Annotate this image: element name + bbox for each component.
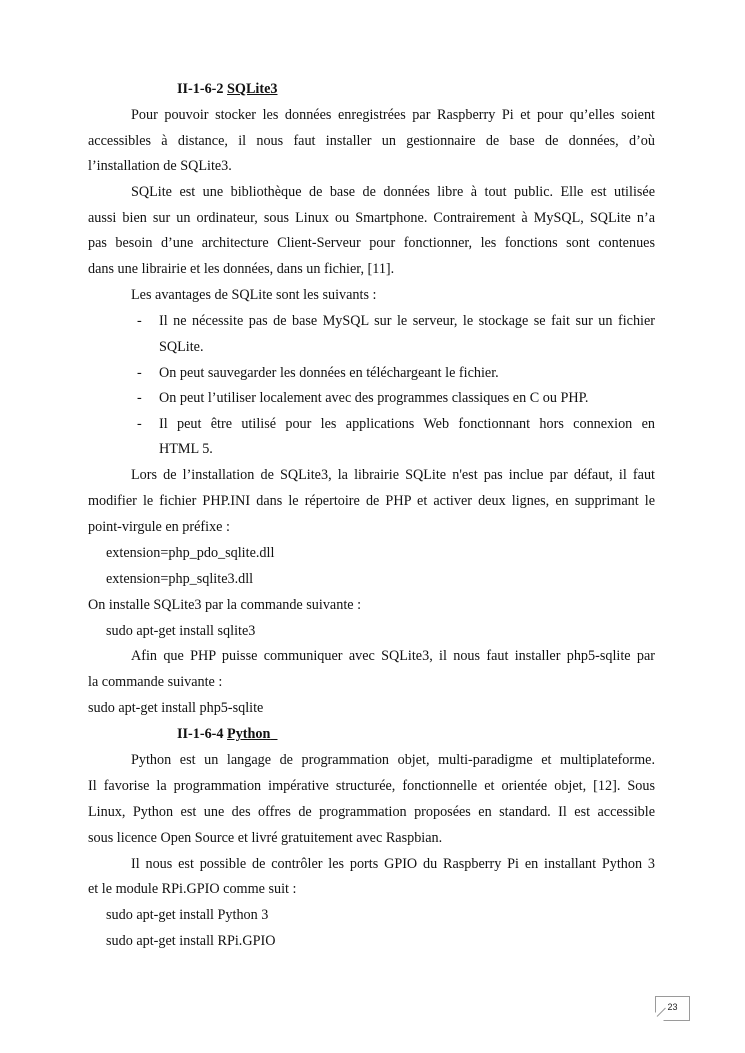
paragraph-line: et le module RPi.GPIO comme suit : [88,881,297,897]
paragraph-line: Lors de l’installation de SQLite3, la librairie SQLite n'est pas inclue par défaut, il faut [131,467,655,483]
paragraph-line: Python est un langage de programmation objet, multi-paradigme et multiplateforme. [131,752,655,768]
list-bullet: - [137,390,142,406]
paragraph-line: modifier le fichier PHP.INI dans le répertoire de PHP et activer deux lignes, en supprimant le [88,493,655,509]
paragraph-line: Linux, Python est une des offres de programmation proposées en standard. Il est accessible [88,804,655,820]
paragraph-line: Il nous est possible de contrôler les ports GPIO du Raspberry Pi en installant Python 3 [131,856,655,872]
list-item-line: Il ne nécessite pas de base MySQL sur le serveur, le stockage se fait sur un fichier [159,313,655,329]
command-line: sudo apt-get install Python 3 [106,907,269,923]
page-number-box [655,996,690,1021]
paragraph-line: SQLite est une bibliothèque de base de données libre à tout public. Elle est utilisée [131,184,655,200]
section-title: Python [227,726,271,742]
list-item-line: On peut l’utiliser localement avec des programmes classiques en C ou PHP. [159,390,589,406]
section-number: II-1-6-4 [177,726,224,742]
paragraph-line: sous licence Open Source et livré gratuitement avec Raspbian. [88,830,443,846]
section-number: II-1-6-2 [177,81,224,97]
command-intro: On installe SQLite3 par la commande suivante : [88,597,362,613]
paragraph-line: pas besoin d’une architecture Client-Serveur pour fonctionner, les fonctions sont contenues [88,235,655,251]
advantages-intro: Les avantages de SQLite sont les suivants : [131,287,377,303]
section-heading-python [177,725,278,743]
paragraph-line: Afin que PHP puisse communiquer avec SQLite3, il nous faut installer php5-sqlite par [131,648,655,664]
list-bullet: - [137,365,142,381]
config-line: extension=php_pdo_sqlite.dll [106,545,275,561]
command-line: sudo apt-get install php5-sqlite [88,700,264,716]
paragraph-line: la commande suivante : [88,674,223,690]
list-bullet: - [137,416,142,432]
list-item-line: Il peut être utilisé pour les applications Web fonctionnant hors connexion en [159,416,655,432]
command-line: sudo apt-get install RPi.GPIO [106,933,276,949]
section-title: SQLite3 [227,81,278,97]
list-item-line: HTML 5. [159,441,213,457]
list-item-line: SQLite. [159,339,204,355]
list-bullet: - [137,313,142,329]
section-heading-sqlite [177,80,278,98]
paragraph-line: dans une librairie et les données, dans un fichier, [11]. [88,261,395,277]
paragraph-line: l’installation de SQLite3. [88,158,232,174]
config-line: extension=php_sqlite3.dll [106,571,254,587]
paragraph-line: Il favorise la programmation impérative structurée, fonctionnelle et orientée objet, [12]. Sous [88,778,655,794]
paragraph-line: aussi bien sur un ordinateur, sous Linux ou Smartphone. Contrairement à MySQL, SQLite n’a [88,210,655,226]
page-number: 23 [667,1002,678,1012]
paragraph-line: Pour pouvoir stocker les données enregistrées par Raspberry Pi et pour qu’elles soient [131,107,655,123]
list-item-line: On peut sauvegarder les données en téléchargeant le fichier. [159,365,499,381]
paragraph-line: point-virgule en préfixe : [88,519,230,535]
paragraph-line: accessibles à distance, il nous faut installer un gestionnaire de base de données, d’où [88,133,655,149]
command-line: sudo apt-get install sqlite3 [106,623,256,639]
